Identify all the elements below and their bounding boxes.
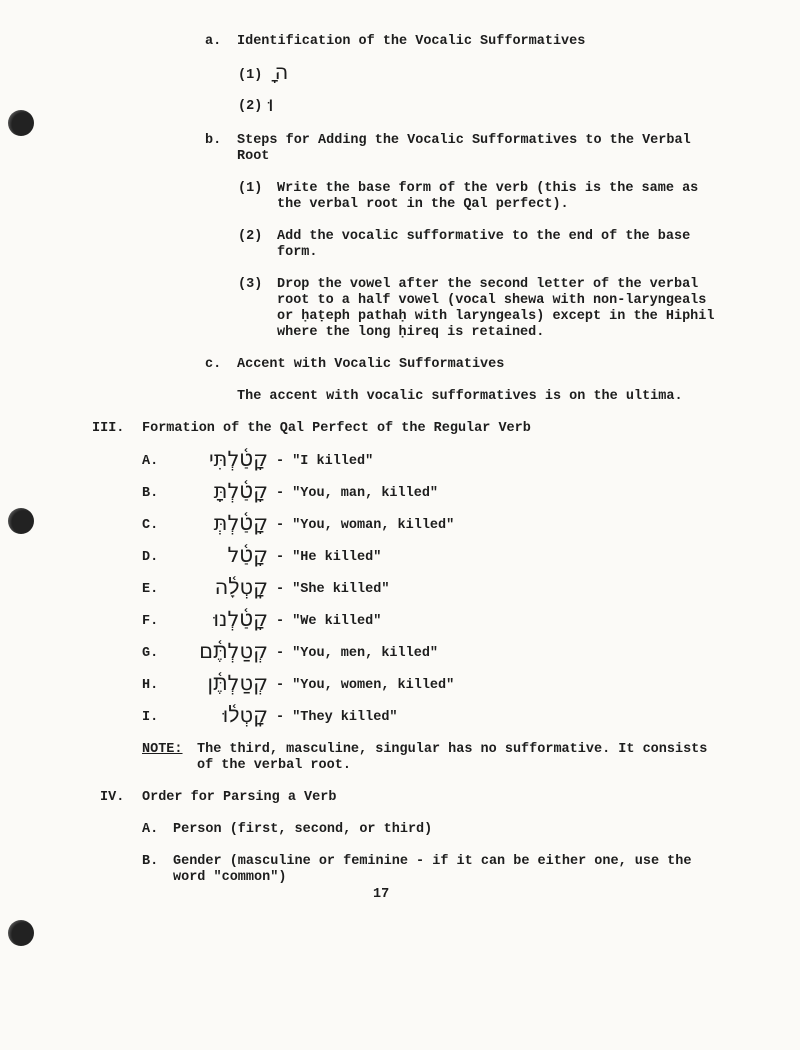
- step-2-num: (2): [238, 229, 263, 244]
- section-a-title: Identification of the Vocalic Sufformatives: [237, 34, 586, 49]
- conj-row-hebrew: קְטַלְתֶּ֫ם: [199, 639, 268, 663]
- section-a-item-1-hebrew: ה ָ: [268, 60, 289, 84]
- conj-row-gloss: - "He killed": [276, 550, 382, 565]
- section-IV-label: IV.: [100, 790, 125, 805]
- punch-hole-middle: [8, 508, 34, 534]
- section-a-item-1-num: (1): [238, 68, 263, 83]
- step-1-line1: Write the base form of the verb (this is the same as: [277, 181, 699, 196]
- section-a-label: a.: [205, 34, 222, 49]
- conj-row-hebrew: קָטַ֫לְתִּי: [208, 447, 268, 471]
- section-b-title-line1: Steps for Adding the Vocalic Sufformatives to the Verbal: [237, 133, 691, 148]
- punch-hole-bottom: [8, 920, 34, 946]
- conj-row-gloss: - "She killed": [276, 582, 390, 597]
- step-1-line2: the verbal root in the Qal perfect).: [277, 197, 569, 212]
- section-IV-item-b-line2: word "common"): [173, 870, 287, 885]
- punch-hole-top: [8, 110, 34, 136]
- conj-row-gloss: - "You, man, killed": [276, 486, 439, 501]
- section-IV-title: Order for Parsing a Verb: [142, 790, 337, 805]
- conj-row-gloss: - "I killed": [276, 454, 374, 469]
- step-3-line4: where the long ḥireq is retained.: [277, 325, 545, 340]
- section-IV-item-b-line1: Gender (masculine or feminine - if it can be either one, use the: [173, 854, 692, 869]
- conj-row-gloss: - "They killed": [276, 710, 398, 725]
- section-a-item-2-hebrew: וּ: [268, 92, 274, 116]
- section-a-item-2-num: (2): [238, 99, 263, 114]
- conj-row-hebrew: קָטַ֫לְתָּ: [213, 479, 268, 503]
- section-b-title-line2: Root: [237, 149, 270, 164]
- conj-row-letter: H.: [142, 678, 159, 693]
- conj-row-gloss: - "You, women, killed": [276, 678, 455, 693]
- conj-row-letter: B.: [142, 486, 159, 501]
- step-2-line1: Add the vocalic sufformative to the end of the base: [277, 229, 691, 244]
- step-3-line1: Drop the vowel after the second letter of the verbal: [277, 277, 699, 292]
- conj-row-gloss: - "You, men, killed": [276, 646, 439, 661]
- note-line2: of the verbal root.: [197, 758, 351, 773]
- conj-row-hebrew: קָֽטְלָ֫ה: [214, 575, 268, 599]
- conj-row-letter: F.: [142, 614, 159, 629]
- section-III-title: Formation of the Qal Perfect of the Regular Verb: [142, 421, 531, 436]
- conj-row-gloss: - "We killed": [276, 614, 382, 629]
- conj-row-letter: C.: [142, 518, 159, 533]
- section-c-text: The accent with vocalic sufformatives is on the ultima.: [237, 389, 683, 404]
- conj-row-hebrew: קָטַ֫ל: [227, 543, 268, 567]
- conj-row-hebrew: קָטַ֫לְתְּ: [213, 511, 268, 535]
- conj-row-gloss: - "You, woman, killed": [276, 518, 455, 533]
- conj-row-hebrew: קָֽטְל֫וּ: [222, 703, 268, 727]
- section-c-title: Accent with Vocalic Sufformatives: [237, 357, 505, 372]
- section-III-label: III.: [92, 421, 125, 436]
- section-b-label: b.: [205, 133, 222, 148]
- conj-row-letter: D.: [142, 550, 159, 565]
- conj-row-letter: E.: [142, 582, 159, 597]
- section-c-label: c.: [205, 357, 222, 372]
- conj-row-letter: I.: [142, 710, 159, 725]
- conj-row-letter: A.: [142, 454, 159, 469]
- conj-row-hebrew: קָטַ֫לְנוּ: [213, 607, 268, 631]
- note-line1: The third, masculine, singular has no sufformative. It consists: [197, 742, 708, 757]
- step-3-num: (3): [238, 277, 263, 292]
- section-IV-item-b-letter: B.: [142, 854, 159, 869]
- section-IV-item-a-letter: A.: [142, 822, 159, 837]
- conj-row-letter: G.: [142, 646, 159, 661]
- page-number: 17: [373, 887, 390, 902]
- step-1-num: (1): [238, 181, 263, 196]
- step-3-line3: or ḥaṭeph pathaḥ with laryngeals) except in the Hiphil: [277, 309, 715, 324]
- section-IV-item-a-text: Person (first, second, or third): [173, 822, 433, 837]
- note-label: NOTE:: [142, 742, 183, 757]
- step-2-line2: form.: [277, 245, 318, 260]
- conj-row-hebrew: קְטַלְתֶּ֫ן: [207, 671, 268, 695]
- step-3-line2: root to a half vowel (vocal shewa with non-laryngeals: [277, 293, 707, 308]
